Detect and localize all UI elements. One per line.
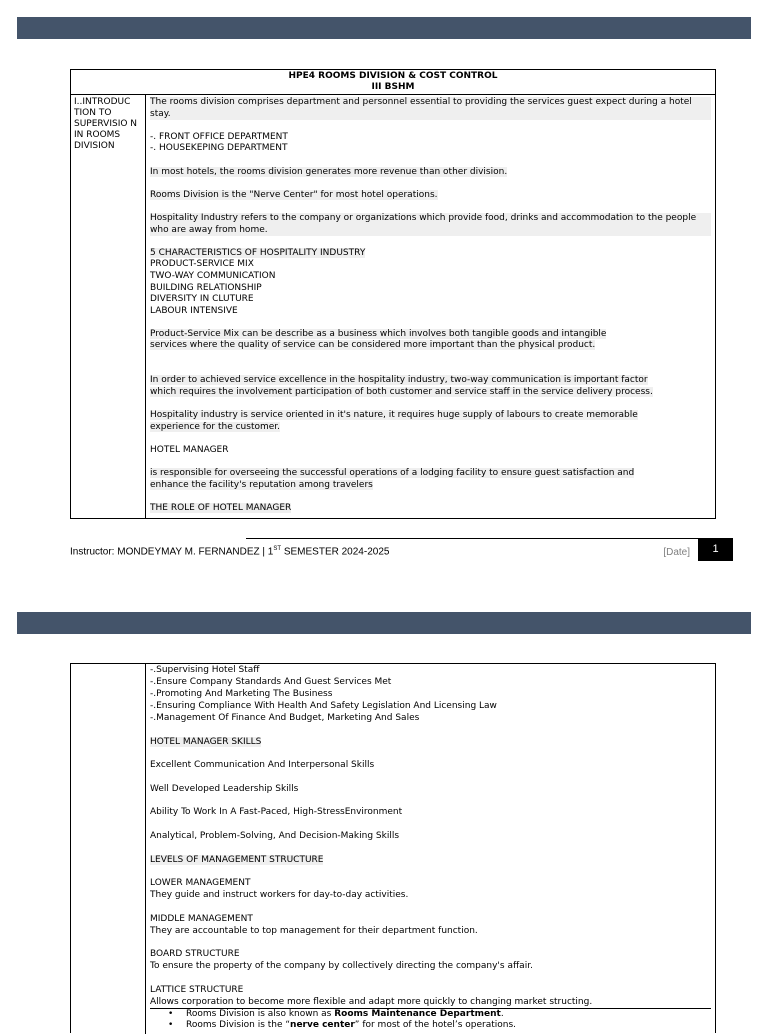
list-item: Well Developed Leadership Skills: [150, 783, 299, 794]
content-table: [70, 663, 716, 1033]
date-field: [Date]: [663, 547, 690, 558]
list-item: DIVERSITY IN CLUTURE: [150, 294, 254, 305]
list-item: -.Promoting And Marketing The Business: [150, 689, 333, 699]
subheading: THE ROLE OF HOTEL MANAGER: [150, 502, 292, 513]
course-level: III BSHM: [371, 82, 415, 92]
list-item: LABOUR INTENSIVE: [150, 305, 238, 316]
section-content: [146, 95, 715, 519]
list-item: TWO-WAY COMMUNICATION: [150, 270, 276, 281]
page-header-bar: [17, 612, 751, 634]
subheading: 5 CHARACTERISTICS OF HOSPITALITY INDUSTRY: [150, 247, 366, 258]
list-item: Analytical, Problem-Solving, And Decision-Making Skills: [150, 830, 400, 841]
subheading: LATTICE STRUCTURE: [150, 984, 244, 995]
list-item: • Rooms Division is also known as Rooms Maintenance Department.: [186, 1009, 711, 1020]
content-table: [70, 69, 716, 519]
subheading: HOTEL MANAGER: [150, 444, 229, 455]
list-item: -.Ensuring Compliance With Health And Safety Legislation And Licensing Law: [150, 701, 497, 711]
page-footer: [70, 545, 733, 563]
paragraph: They guide and instruct workers for day-to-day activities.: [150, 890, 409, 901]
paragraph-line: is responsible for overseeing the successful operations of a lodging facility to ensure guest satisfaction and: [150, 468, 635, 478]
paragraph-line: which requires the involvement participation of both customer and service staff in the service delivery process.: [150, 386, 653, 397]
bullet-list: [150, 1008, 711, 1031]
section-content: [146, 664, 715, 1034]
list-item: -. HOUSEKEPING DEPARTMENT: [150, 143, 288, 154]
paragraph: Allows corporation to become more flexible and adapt more quickly to changing market structing.: [150, 996, 593, 1007]
page-number: 1: [698, 538, 733, 561]
list-item: -.Management Of Finance And Budget, Marketing And Sales: [150, 713, 420, 723]
list-item: -.Supervising Hotel Staff: [150, 665, 260, 675]
paragraph-line: services where the quality of service can be considered more important than the physical product.: [150, 340, 596, 351]
paragraph-line: In order to achieved service excellence in the hospitality industry, two-way communication is important factor: [150, 375, 648, 386]
section-heading-empty: [71, 664, 146, 1034]
list-item: Excellent Communication And Interpersonal Skills: [150, 760, 375, 771]
section-heading: I..INTRODUC TION TO SUPERVISIO N IN ROOMS DIVISION: [71, 95, 146, 519]
paragraph-line: Product-Service Mix can be describe as a business which involves both tangible goods and intangible: [150, 328, 607, 339]
list-item: -.Ensure Company Standards And Guest Services Met: [150, 677, 392, 687]
list-item: BUILDING RELATIONSHIP: [150, 282, 262, 293]
list-item: PRODUCT-SERVICE MIX: [150, 259, 254, 270]
paragraph: Hospitality Industry refers to the company or organizations which provide food, drinks and accommodation to the people who are away from home.: [150, 213, 711, 236]
paragraph: To ensure the property of the company by collectively directing the company's affair.: [150, 961, 533, 972]
list-item: • Rooms Division is the “nerve center” for most of the hotel’s operations.: [186, 1020, 711, 1031]
page-header-bar: [17, 17, 751, 39]
subheading: HOTEL MANAGER SKILLS: [150, 736, 262, 747]
paragraph: They are accountable to top management for their department function.: [150, 925, 478, 936]
list-item: -. FRONT OFFICE DEPARTMENT: [150, 131, 288, 142]
footer-divider: [246, 538, 698, 539]
paragraph-line: Hospitality industry is service oriented in it's nature, it requires huge supply of labours to create memorable: [150, 410, 638, 421]
course-title: HPE4 ROOMS DIVISION & COST CONTROL: [288, 71, 498, 81]
paragraph-line: experience for the customer.: [150, 421, 281, 432]
subheading: MIDDLE MANAGEMENT: [150, 913, 253, 924]
paragraph-line: enhance the facility's reputation among travelers: [150, 479, 373, 490]
subheading: LOWER MANAGEMENT: [150, 878, 251, 889]
subheading: BOARD STRUCTURE: [150, 949, 240, 960]
paragraph: In most hotels, the rooms division generates more revenue than other division.: [150, 166, 508, 177]
instructor-text: Instructor: MONDEYMAY M. FERNANDEZ | 1ST SEMESTER 2024-2025: [70, 546, 390, 558]
list-item: Ability To Work In A Fast-Paced, High-StressEnvironment: [150, 807, 403, 818]
subheading: LEVELS OF MANAGEMENT STRUCTURE: [150, 854, 324, 865]
paragraph: The rooms division comprises department and personnel essential to providing the services guest expect during a hotel stay.: [150, 97, 711, 120]
document-title: [71, 70, 715, 95]
paragraph: Rooms Division is the "Nerve Center" for most hotel operations.: [150, 189, 438, 200]
